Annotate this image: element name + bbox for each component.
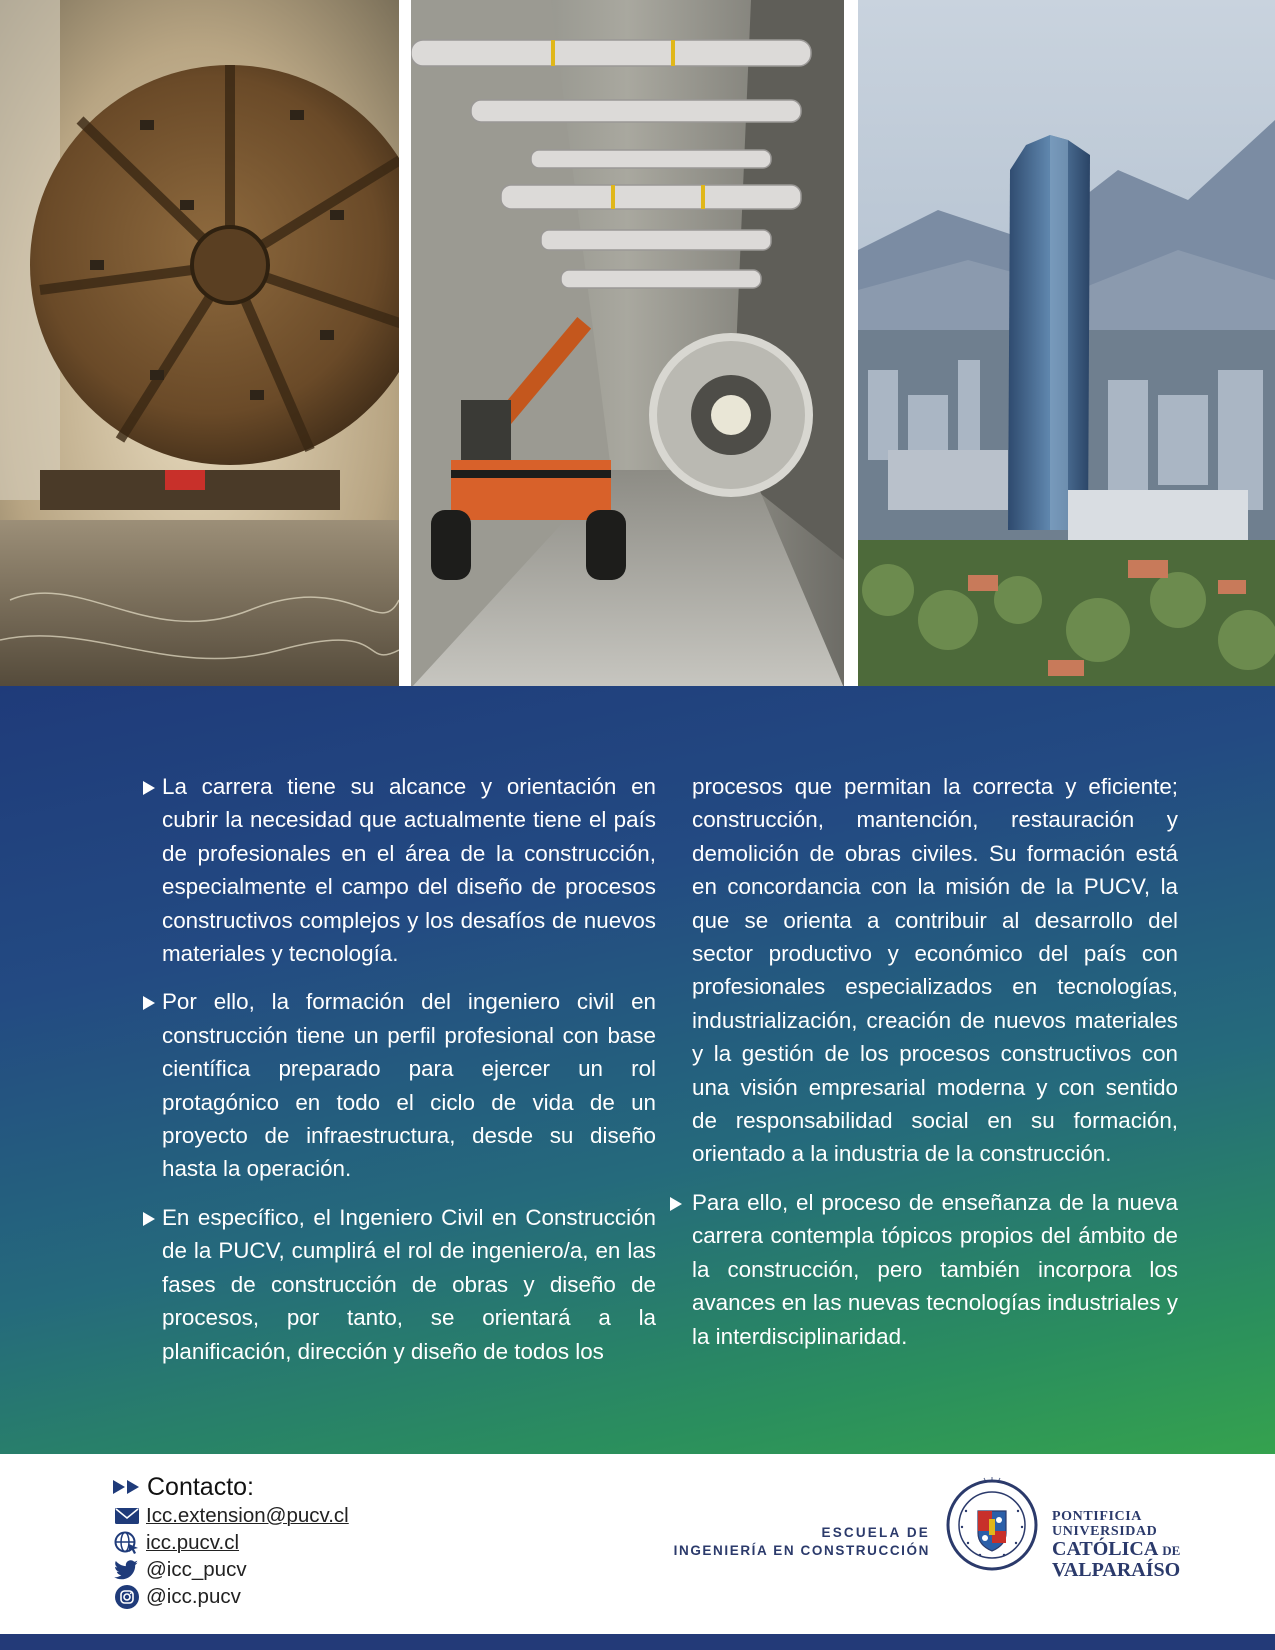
photo-strip <box>0 0 1275 688</box>
university-line-1: PONTIFICIA <box>1052 1509 1143 1524</box>
photo-tunnel-excavation <box>411 0 844 688</box>
contact-title: Contacto: <box>147 1472 255 1501</box>
contact-email[interactable] <box>113 1502 513 1529</box>
instagram-icon <box>113 1585 140 1609</box>
university-seal-logo <box>944 1475 1040 1571</box>
paragraph-rol: En específico, el Ingeniero Civil en Construcción de la PUCV, cumplirá el rol de ingeniero/a, en las fases de construcción de obras y diseño de procesos, por tanto, se orientará a la planificación, dirección y diseño de todos los <box>142 1201 656 1368</box>
text-column-right <box>668 770 1178 1368</box>
paragraph-perfil: Por ello, la formación del ingeniero civil en construcción tiene un perfil profesional con base científica preparado para ejercer un rol protagónico en todo el ciclo de vida de un proyecto de infraestructura, desde su diseño hasta la operación. <box>142 985 656 1185</box>
contact-instagram[interactable] <box>113 1583 513 1610</box>
bullet-arrow-icon <box>143 996 155 1010</box>
globe-cursor-icon <box>113 1531 140 1555</box>
envelope-icon <box>113 1504 140 1528</box>
photo-city-skyline <box>858 0 1275 688</box>
university-line-3: CATÓLICA DE <box>1052 1538 1181 1561</box>
bullet-arrow-icon <box>143 781 155 795</box>
double-arrow-icon <box>113 1480 141 1494</box>
paragraph-alcance: La carrera tiene su alcance y orientación en cubrir la necesidad que actualmente tiene el país de profesionales en el área de la construcción, especialmente el campo del diseño de procesos constructivos complejos y los desafíos de nuevos materiales y tecnología. <box>142 770 656 970</box>
paragraph-ensenanza: Para ello, el proceso de enseñanza de la nueva carrera contempla tópicos propios del ámbito de la construcción, pero también incorpora los avances en las nuevas tecnologías industriales y la interdisciplinaridad. <box>668 1186 1178 1353</box>
school-line-2: INGENIERÍA EN CONSTRUCCIÓN <box>673 1543 930 1558</box>
school-name <box>660 1525 930 1558</box>
paragraph-rol-continuation: procesos que permitan la correcta y eficiente; construcción, mantención, restauración y demolición de obras civiles. Su formación está en concordancia con la misión de la PUCV, la que se orienta a contribuir al desarrollo del sector productivo y económico del país con profesionales especializados en tecnologías, industrialización, creación de nuevos materiales y la gestión de los procesos constructivos con una visión empresarial moderna y con sentido de responsabilidad social en su formación, orientado a la industria de la construcción. <box>692 774 1178 1167</box>
school-line-1: ESCUELA DE <box>821 1525 930 1540</box>
university-line-2: UNIVERSIDAD <box>1052 1523 1158 1539</box>
instagram-handle[interactable]: @icc.pucv <box>146 1584 241 1608</box>
contact-twitter[interactable] <box>113 1556 513 1583</box>
text-column-left <box>142 770 656 1368</box>
twitter-handle[interactable]: @icc_pucv <box>146 1557 247 1581</box>
university-line-4: VALPARAÍSO <box>1052 1559 1181 1582</box>
photo-tunnel-boring-machine <box>0 0 399 688</box>
contact-header <box>113 1472 513 1502</box>
description-band <box>0 686 1275 1454</box>
website-link[interactable]: icc.pucv.cl <box>146 1530 240 1554</box>
twitter-icon <box>113 1558 140 1582</box>
contact-block <box>113 1472 513 1610</box>
email-link[interactable]: Icc.extension@pucv.cl <box>146 1503 349 1527</box>
contact-website[interactable] <box>113 1529 513 1556</box>
bullet-arrow-icon <box>670 1197 682 1211</box>
bullet-arrow-icon <box>143 1212 155 1226</box>
university-name <box>1052 1510 1180 1581</box>
bottom-bar <box>0 1634 1275 1650</box>
